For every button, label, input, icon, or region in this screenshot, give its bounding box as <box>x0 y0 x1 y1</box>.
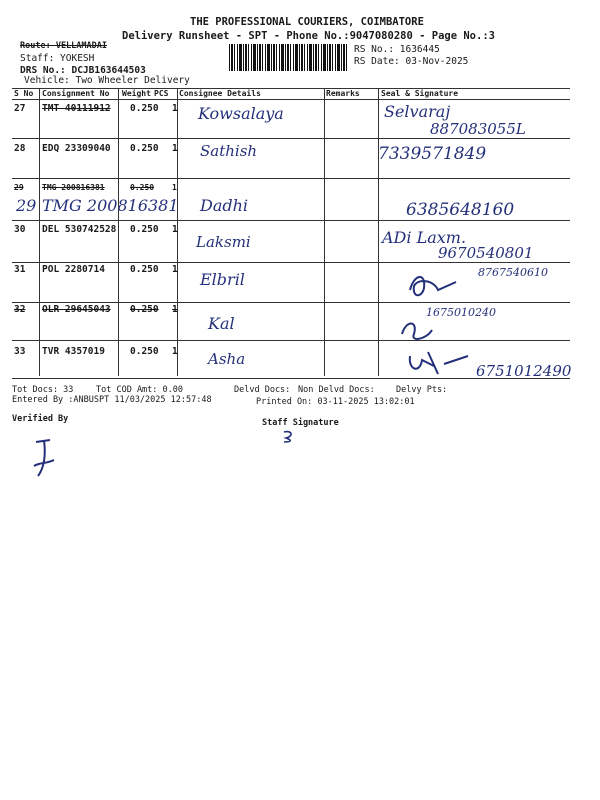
row-weight: 0.250 <box>130 224 159 235</box>
handwritten-consignee: Kal <box>208 314 235 333</box>
company-title: THE PROFESSIONAL COURIERS, COIMBATORE <box>190 16 424 28</box>
col-sno: S No <box>14 89 34 98</box>
handwritten-phone: 6751012490 <box>476 362 572 380</box>
staff-label: Staff: YOKESH <box>20 53 95 64</box>
handwritten-phone: 9670540801 <box>438 244 534 262</box>
barcode-image <box>229 44 349 71</box>
row-consignment: OLR 29645043 <box>42 304 111 315</box>
row-pcs: 1 <box>172 143 178 154</box>
route-label: Route: VELLAMADAI <box>20 41 107 51</box>
row-pcs: 1 <box>172 304 178 315</box>
handwritten-consignee: Asha <box>208 350 246 368</box>
handwritten-consignment: TMG 200816381 <box>42 196 179 215</box>
handwritten-phone: 6385648160 <box>406 200 515 220</box>
row-weight: 0.250 <box>130 103 159 114</box>
handwritten-consignee: Laksmi <box>196 233 251 251</box>
col-seal-signature: Seal & Signature <box>381 89 459 98</box>
signature-scribble <box>404 268 464 302</box>
col-consignment: Consignment No <box>42 89 110 98</box>
signature-scribble <box>398 318 438 342</box>
row-weight: 0.250 <box>130 264 159 275</box>
total-cod-amount: Tot COD Amt: 0.00 <box>96 385 183 395</box>
handwritten-consignee: Elbril <box>200 270 245 289</box>
col-remarks: Remarks <box>326 89 360 98</box>
row-consignment: TVR 4357019 <box>42 346 105 357</box>
row-sno: 30 <box>14 224 26 235</box>
row-consignment: DEL 530742528 <box>42 224 117 235</box>
row-consignment: EDQ 23309040 <box>42 143 111 154</box>
handwritten-consignee: Dadhi <box>200 196 249 215</box>
col-pcs: PCS <box>154 89 169 98</box>
delivery-points: Delvy Pts: <box>396 385 448 395</box>
row-consignment: TMG 200816381 <box>42 183 105 192</box>
row-pcs: 1 <box>172 224 178 235</box>
handwritten-phone: 7339571849 <box>378 144 487 164</box>
row-consignment: TMT 40111912 <box>42 103 111 114</box>
col-weight: Weight <box>122 89 151 98</box>
printed-on: Printed On: 03-11-2025 13:02:01 <box>256 397 415 407</box>
non-delivered-docs: Non Delvd Docs: <box>298 385 375 395</box>
handwritten-seal: ADi Laxm. <box>382 228 467 247</box>
row-pcs: 1 <box>172 103 178 114</box>
row-consignment: POL 2280714 <box>42 264 105 275</box>
row-weight: 0.250 <box>130 346 159 357</box>
signature-scribble <box>404 346 474 378</box>
verifier-signature <box>28 436 64 480</box>
drs-number: DRS No.: DCJB163644503 <box>20 65 146 76</box>
handwritten-phone: 887083055L <box>430 120 526 138</box>
total-docs: Tot Docs: 33 <box>12 385 74 395</box>
entered-by: Entered By :ANBUSPT 11/03/2025 12:57:48 <box>12 395 212 405</box>
row-pcs: 1 <box>172 264 178 275</box>
row-pcs: 1 <box>172 183 177 192</box>
row-sno: 27 <box>14 103 26 114</box>
staff-signature-label: Staff Signature <box>262 418 339 428</box>
handwritten-sno: 29 <box>16 196 37 215</box>
row-sno: 33 <box>14 346 26 357</box>
row-sno: 29 <box>14 183 24 192</box>
col-consignee: Consignee Details <box>179 89 261 98</box>
staff-signature <box>280 428 300 444</box>
handwritten-consignee: Sathish <box>200 142 258 160</box>
rs-number: RS No.: 1636445 <box>354 44 440 55</box>
rs-date: RS Date: 03-Nov-2025 <box>354 56 469 67</box>
row-pcs: 1 <box>172 346 178 357</box>
handwritten-seal: Selvaraj <box>384 102 451 121</box>
handwritten-phone: 1675010240 <box>426 306 496 319</box>
row-weight: 0.250 <box>130 304 159 315</box>
handwritten-consignee: Kowsalaya <box>198 104 284 123</box>
row-sno: 32 <box>14 304 26 315</box>
handwritten-phone: 8767540610 <box>478 266 548 279</box>
row-weight: 0.250 <box>130 143 159 154</box>
row-weight: 0.250 <box>130 183 155 192</box>
runsheet-title: Delivery Runsheet - SPT - Phone No.:9047080280 - Page No.:3 <box>122 30 495 42</box>
delivered-docs: Delvd Docs: <box>234 385 291 395</box>
vehicle-label: Vehicle: Two Wheeler Delivery <box>24 75 190 86</box>
verified-by-label: Verified By <box>12 414 69 424</box>
row-sno: 28 <box>14 143 26 154</box>
row-sno: 31 <box>14 264 26 275</box>
